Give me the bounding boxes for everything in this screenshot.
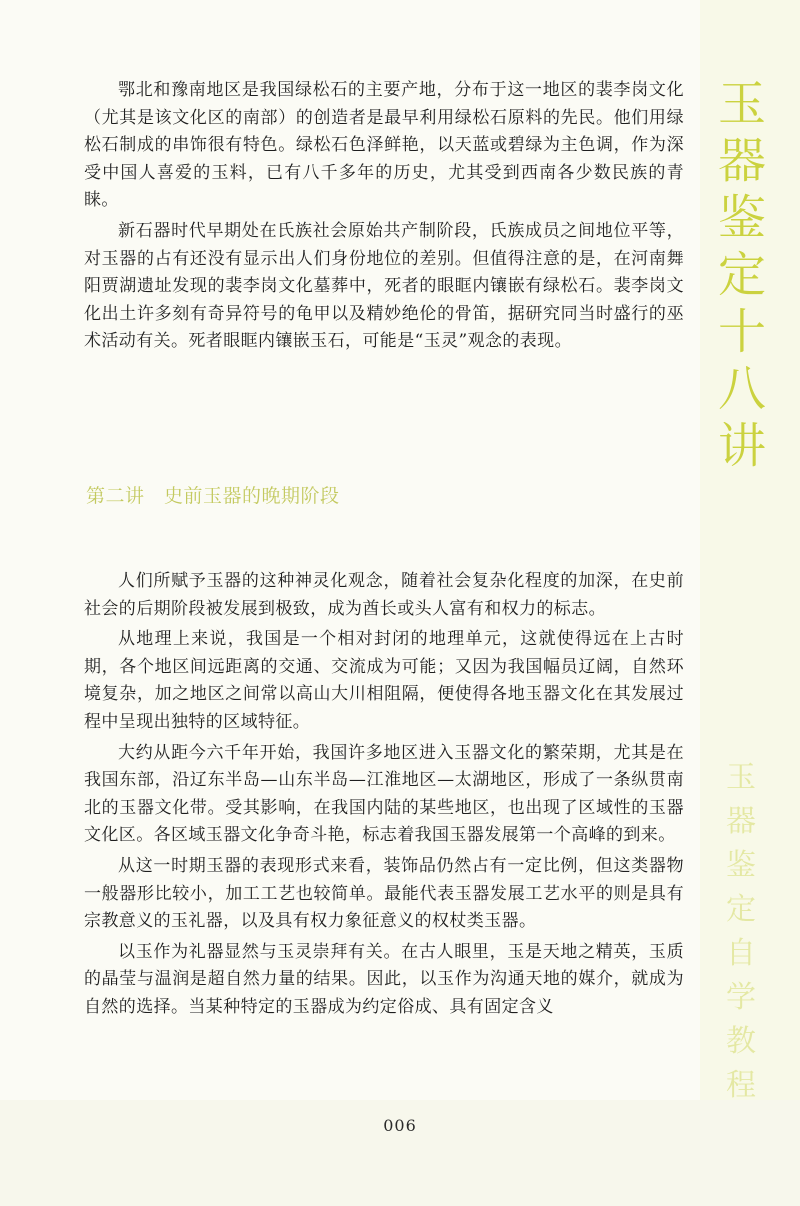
- series-char: 鉴: [726, 848, 756, 883]
- series-char: 学: [726, 980, 756, 1015]
- series-char: 器: [726, 804, 756, 839]
- title-char: 八: [717, 361, 766, 417]
- title-char: 鉴: [717, 190, 766, 246]
- title-char: 器: [717, 133, 766, 189]
- title-char: 玉: [717, 76, 766, 132]
- paragraph: 鄂北和豫南地区是我国绿松石的主要产地，分布于这一地区的裴李岗文化（尤其是该文化区的南部）的创造者是最早利用绿松石原料的先民。他们用绿松石制成的串饰很有特色。绿松石色泽鲜艳，以天蓝或碧绿为主色调，作为深受中国人喜爱的玉料，已有八千多年的历史，尤其受到西南各少数民族的青睐。: [84, 80, 684, 211]
- section-heading: 第二讲 史前玉器的晚期阶段: [86, 485, 340, 507]
- series-title-vertical: [714, 756, 768, 1108]
- page-number: 006: [383, 1116, 417, 1135]
- paragraph: 从地理上来说，我国是一个相对封闭的地理单元，这就使得远在上古时期，各个地区间远距离的交通、交流成为可能；又因为我国幅员辽阔，自然环境复杂，加之地区之间常以高山大川相阻隔，便使得各地玉器文化在其发展过程中呈现出独特的区域特征。: [84, 629, 684, 732]
- body-text-bottom: [84, 568, 684, 1022]
- paragraph: 人们所赋予玉器的这种神灵化观念，随着社会复杂化程度的加深，在史前社会的后期阶段被发展到极致，成为酋长或头人富有和权力的标志。: [84, 571, 684, 619]
- series-char: 教: [726, 1024, 756, 1059]
- series-char: 定: [726, 892, 756, 927]
- series-char: 玉: [726, 760, 756, 795]
- paragraph: 新石器时代早期处在氏族社会原始共产制阶段，氏族成员之间地位平等，对玉器的占有还没有显示出人们身份地位的差别。但值得注意的是，在河南舞阳贾湖遗址发现的裴李岗文化墓葬中，死者的眼眶内镶嵌有绿松石。裴李岗文化出土许多刻有奇异符号的龟甲以及精妙绝伦的骨笛，据研究同当时盛行的巫术活动有关。死者眼眶内镶嵌玉石，可能是“玉灵”观念的表现。: [84, 220, 684, 352]
- body-text-top: [84, 77, 684, 356]
- paragraph: 大约从距今六千年开始，我国许多地区进入玉器文化的繁荣期，尤其是在我国东部，沿辽东半岛—山东半岛—江淮地区—太湖地区，形成了一条纵贯南北的玉器文化带。受其影响，在我国内陆的某些地区，也出现了区域性的玉器文化区。各区域玉器文化争奇斗艳，标志着我国玉器发展第一个高峰的到来。: [84, 742, 684, 846]
- title-char: 讲: [717, 418, 766, 474]
- paragraph: 从这一时期玉器的表现形式来看，装饰品仍然占有一定比例，但这类器物一般器形比较小，加工工艺也较简单。最能代表玉器发展工艺水平的则是具有宗教意义的玉礼器，以及具有权力象征意义的权杖类玉器。: [84, 855, 684, 932]
- title-char: 定: [717, 247, 766, 303]
- paragraph: 以玉作为礼器显然与玉灵崇拜有关。在古人眼里，玉是天地之精英，玉质的晶莹与温润是超自然力量的结果。因此，以玉作为沟通天地的媒介，就成为自然的选择。当某种特定的玉器成为约定俗成、具有固定含义: [84, 941, 684, 1017]
- series-char: 自: [726, 936, 756, 971]
- title-char: 十: [717, 304, 766, 360]
- book-title-vertical: [712, 76, 772, 475]
- series-char: 程: [726, 1068, 756, 1103]
